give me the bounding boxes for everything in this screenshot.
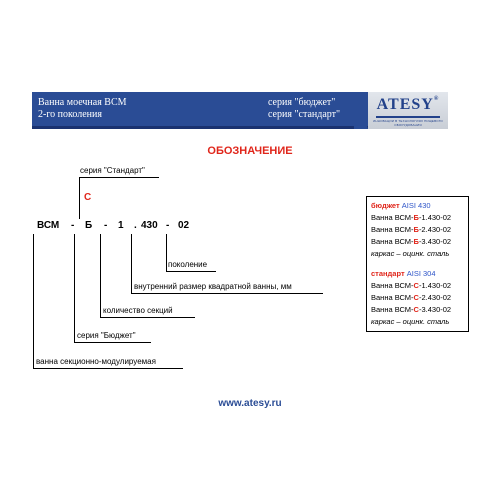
label-generation: поколение bbox=[168, 260, 208, 269]
label-inner-size: внутренний размер квадратной ванны, мм bbox=[134, 282, 292, 291]
legend-standard-steel: AISI 304 bbox=[406, 269, 436, 278]
legend-budget-item bbox=[371, 212, 451, 223]
header-product-generation: 2-го поколения bbox=[38, 109, 102, 120]
legend-item-prefix: Ванна ВСМ- bbox=[371, 213, 414, 222]
legend-standard-heading bbox=[371, 268, 436, 279]
underline-bath bbox=[33, 368, 183, 369]
code-dash-1: - bbox=[71, 220, 75, 231]
page-title: ОБОЗНАЧЕНИЕ bbox=[207, 145, 293, 157]
leader-bath bbox=[33, 234, 34, 368]
code-generation: 02 bbox=[178, 220, 190, 231]
legend-standard-item bbox=[371, 304, 451, 315]
legend-item-mark: С bbox=[413, 305, 419, 314]
label-sections: количество секций bbox=[103, 306, 173, 315]
underline-budget-series bbox=[74, 342, 151, 343]
legend-item-prefix: Ванна ВСМ- bbox=[371, 305, 414, 314]
legend-budget-heading bbox=[371, 200, 431, 211]
logo-underline bbox=[376, 116, 440, 118]
logo-registered-mark: ® bbox=[433, 96, 440, 102]
label-bath: ванна секционно-модулируемая bbox=[36, 357, 156, 366]
legend-item-mark: С bbox=[413, 293, 419, 302]
legend-budget-item bbox=[371, 224, 451, 235]
underline-generation bbox=[166, 271, 216, 272]
leader-sections bbox=[100, 234, 101, 317]
footer-website-link[interactable]: www.atesy.ru bbox=[218, 398, 282, 409]
header-banner-notch bbox=[354, 92, 368, 129]
legend-item-prefix: Ванна ВСМ- bbox=[371, 237, 414, 246]
legend-standard-title: стандарт bbox=[371, 269, 405, 278]
label-standard-series: серия "Стандарт" bbox=[80, 166, 145, 175]
logo-text: ATESY bbox=[376, 96, 434, 113]
code-dot: . bbox=[134, 220, 137, 231]
legend-item-mark: Б bbox=[413, 213, 419, 222]
label-budget-series: серия "Бюджет" bbox=[77, 331, 136, 340]
header-series-standard: серия "стандарт" bbox=[268, 109, 341, 120]
code-size: 430 bbox=[141, 220, 158, 231]
header-product-name: Ванна моечная ВСМ bbox=[38, 97, 127, 108]
legend-item-prefix: Ванна ВСМ- bbox=[371, 281, 414, 290]
legend-budget-title: бюджет bbox=[371, 201, 400, 210]
legend-budget-steel: AISI 430 bbox=[401, 201, 431, 210]
legend-item-suffix: -2.430-02 bbox=[418, 225, 452, 234]
legend-item-prefix: Ванна ВСМ- bbox=[371, 293, 414, 302]
legend-item-mark: С bbox=[413, 281, 419, 290]
underline-sections bbox=[100, 317, 195, 318]
legend-item-suffix: -3.430-02 bbox=[418, 305, 452, 314]
legend-item-mark: Б bbox=[413, 237, 419, 246]
legend-item-suffix: -3.430-02 bbox=[418, 237, 452, 246]
code-series-letter: Б bbox=[85, 220, 93, 231]
standard-series-underline bbox=[79, 177, 159, 178]
underline-inner-size bbox=[131, 293, 323, 294]
standard-series-leader bbox=[79, 177, 80, 219]
code-prefix: ВСМ bbox=[37, 220, 60, 231]
legend-item-prefix: Ванна ВСМ- bbox=[371, 225, 414, 234]
legend-item-suffix: -2.430-02 bbox=[418, 293, 452, 302]
code-dash-2: - bbox=[104, 220, 108, 231]
code-dash-3: - bbox=[166, 220, 170, 231]
header-series-budget: серия "бюджет" bbox=[268, 97, 336, 108]
leader-inner-size bbox=[131, 234, 132, 293]
legend-item-suffix: -1.430-02 bbox=[418, 281, 452, 290]
legend-item-mark: Б bbox=[413, 225, 419, 234]
legend-standard-item bbox=[371, 292, 451, 303]
legend-budget-item bbox=[371, 236, 451, 247]
legend-standard-frame: каркас – оцинк. сталь bbox=[371, 317, 450, 326]
standard-letter: С bbox=[84, 192, 92, 203]
code-sections: 1 bbox=[118, 220, 124, 231]
legend-item-suffix: -1.430-02 bbox=[418, 213, 452, 222]
legend-standard-item bbox=[371, 280, 451, 291]
legend-budget-frame: каркас – оцинк. сталь bbox=[371, 249, 450, 258]
logo-tagline: ИННОВАЦИИ В ТЕХНОЛОГИЯХ ПИЩЕВОГО ОБОРУДОВАНИЯ bbox=[373, 119, 443, 127]
leader-generation bbox=[166, 234, 167, 271]
atesy-logo bbox=[373, 96, 443, 114]
leader-budget-series bbox=[74, 234, 75, 342]
